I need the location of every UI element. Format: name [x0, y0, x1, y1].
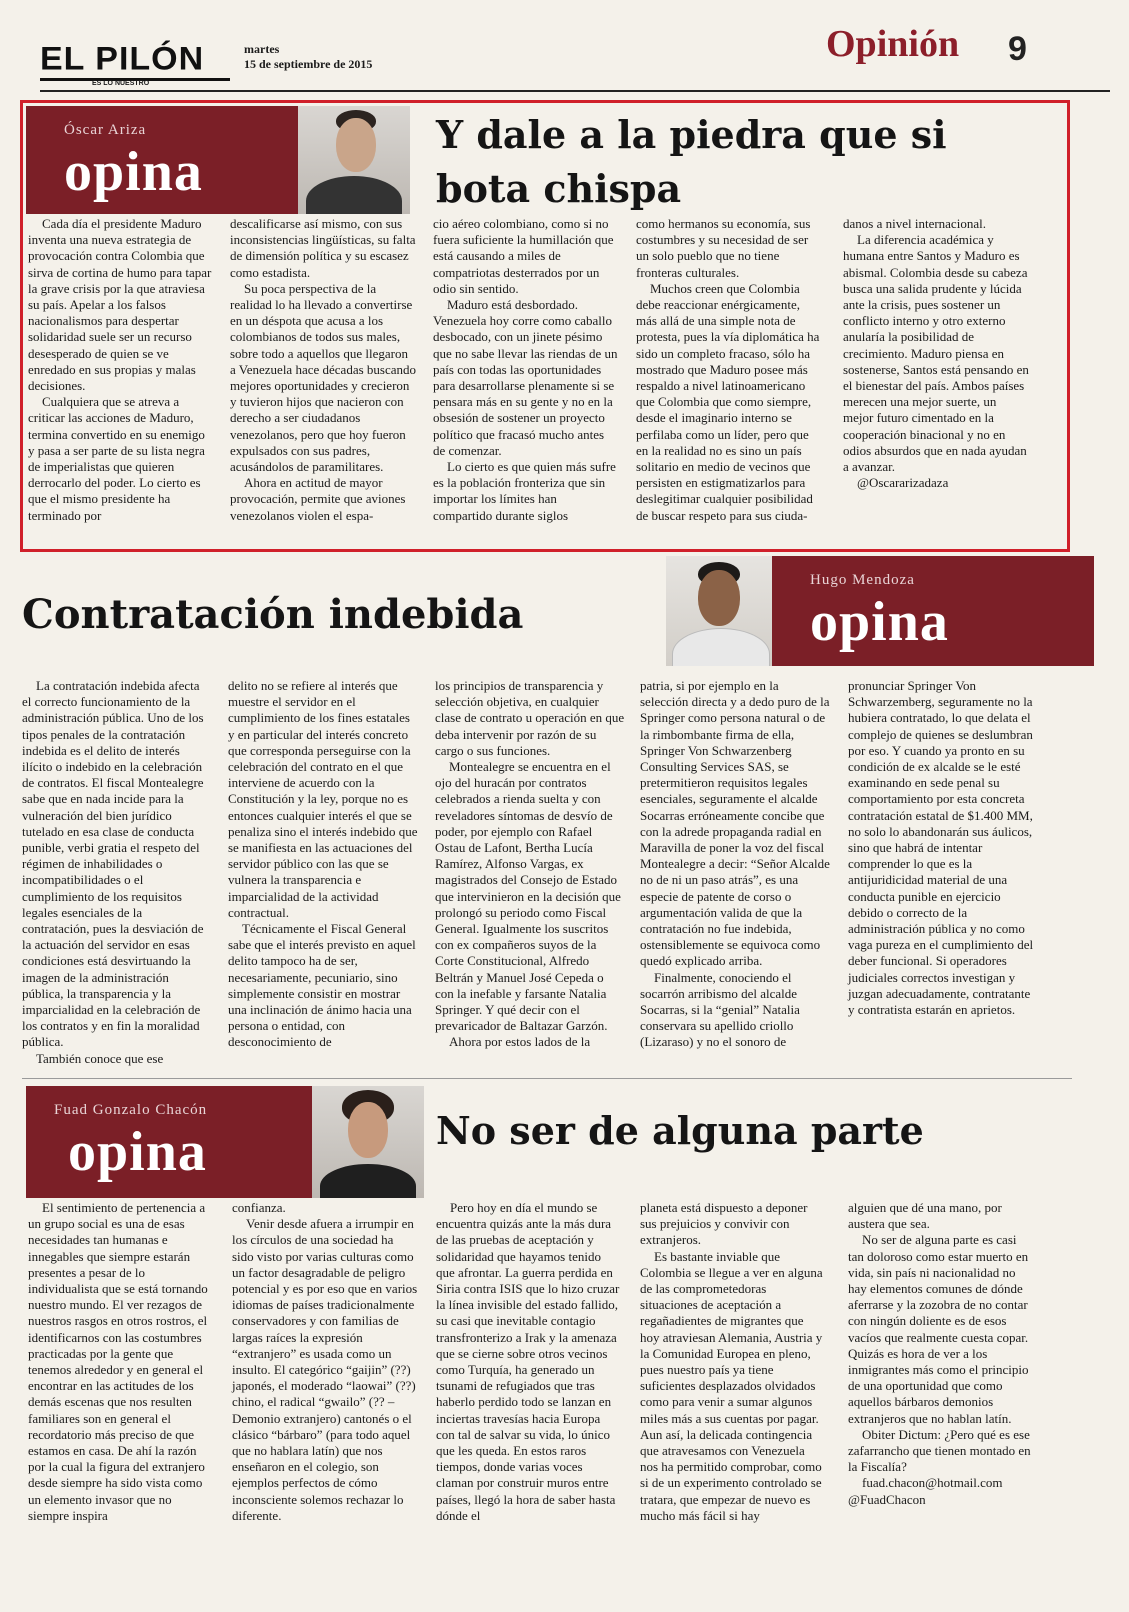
article-column: [435, 678, 625, 1051]
author-name: Hugo Mendoza: [810, 572, 915, 588]
author-photo-ariza: [298, 106, 410, 214]
author-email: fuad.chacon@hotmail.com: [862, 1475, 1003, 1491]
paragraph: También conoce que ese: [36, 1050, 164, 1066]
paragraph: La diferencia académica y humana entre Santos y Maduro es abismal. Colombia desde su cabeza busca una salida prudente y lúcida ante la crisis, pues sostener un conflicto interno y otro externo anularía la posibilidad de crecimiento. Maduro piensa en sostenerse, Santos está pensando en el bienestar del país. Ambos países merecen una mejor suerte, un mejor futuro cimentado en la cooperación binacional y no en odios absurdos que en nada ayudan a avanzar.: [843, 232, 1029, 475]
author-name: Fuad Gonzalo Chacón: [54, 1102, 208, 1118]
opinion-banner-chacon: [26, 1086, 312, 1198]
opinion-banner-ariza: [26, 106, 298, 214]
paragraph: delito no se refiere al interés que muestre el servidor en el cumplimiento de los fines estatales y en particular del interés concreto que corresponda perseguirse con la celebración del contrato en el que interviene de acuerdo con la Constitución y la ley, porque no es entonces cualquier interés el que se penaliza sino el interés indebido que se manifiesta en las actuaciones del servidor público con las que se vulnera la transparencia e imparcialidad de la actividad contractual.: [228, 678, 418, 920]
paragraph: Lo cierto es que quien más sufre es la población fronteriza que sin importar los límites han compartido durante siglos: [433, 459, 616, 523]
article-column: [848, 678, 1038, 1018]
article-title: No ser de alguna parte: [436, 1108, 924, 1153]
paragraph: Pero hoy en día el mundo se encuentra quizás ante la más dura de las pruebas de aceptación y solidaridad que hayamos tenido que afrontar. La guerra perdida en Siria contra ISIS que lo hizo cruzar la línea invisible del estado fallido, su casi que inevitable contagio transfronterizo a Irak y la amenaza que se cierne sobre otros vecinos como Turquía, ha generado un tsunami de refugiados que tras haberlo perdido todo se lanzan en inciertas travesías hacia Europa con tal de salvar su vida, lo único que les queda. En estos raros tiempos, donde varias voces claman por construir muros entre países, llegó la hora de saber hasta dónde el: [436, 1200, 620, 1523]
article-column: [636, 216, 822, 524]
article-column: [436, 1200, 622, 1524]
paragraph: Su poca perspectiva de la realidad lo ha llevado a convertirse en un déspota que acusa a los colombianos de todos sus males, sobre todo a aquellos que llegaron a Venezuela hace décadas buscando mejores oportunidades y crecieron y tuvieron hijos que nacieron con derecho a ser ciudadanos venezolanos, pero que hoy fueron expulsados con sus padres, acusándolos de paramilitares.: [230, 280, 416, 475]
paragraph: Obiter Dictum: ¿Pero qué es ese zafarrancho que tienen montado en la Fiscalía?: [848, 1426, 1031, 1475]
article-column: [230, 216, 416, 524]
paragraph: Técnicamente el Fiscal General sabe que el interés previsto en aquel delito tampoco ha de ser, necesariamente, pecuniario, sino simplemente consistir en mostrar una inclinación de ánimo hacia una persona o entidad, con desconocimiento de: [228, 921, 416, 1050]
author-handle: @FuadChacon: [848, 1491, 926, 1507]
article-column: [232, 1200, 418, 1524]
paragraph: Finalmente, conociendo el socarrón arribismo del alcalde Socarras, si la “genial” Natalia conservara su apellido criollo (Lizaraso) y no el sonoro de: [640, 969, 800, 1050]
paragraph: alguien que dé una mano, por austera que sea.: [848, 1200, 1002, 1232]
newspaper-logo: EL PILÓN: [40, 40, 205, 78]
paragraph: Cada día el presidente Maduro inventa una nueva estrategia de provocación contra Colombia que sirva de cortina de humo para tapar la grave crisis por la que atraviesa su país. Apelar a los falsos nacionalismos para despertar solidaridad suele ser un recurso desesperado de quien se ve enredado en sus propias y malas decisiones.: [28, 216, 212, 394]
masthead-rule: [40, 90, 1110, 92]
author-name: Óscar Ariza: [64, 122, 147, 138]
article-column: [433, 216, 619, 524]
paragraph: pronunciar Springer Von Schwarzemberg, seguramente no la hubiera contratado, lo que delata el complejo de quienes se deslumbran por eso. Y cuando ya pronto en su condición de ex alcalde se le esté examinando en sede penal su comportamiento por esta concreta contratación estatal de $1.400 MM, no solo lo abandonarán sus áulicos, sino que habrá de intentar comprender lo que es la antijuridicidad material de una conducta punible en ejercicio debido o correcto de la administración pública y no como vaga pureza en el cumplimiento del deber funcional. Si operadores judiciales correctos investigan y juzgan adecuadamente, contratante y contratista estarán en aprietos.: [848, 678, 1034, 1018]
paragraph: Ahora por estos lados de la: [449, 1034, 591, 1050]
paragraph: Es bastante inviable que Colombia se llegue a ver en alguna de las comprometedoras situaciones de aceptación a regañadientes de migrantes que hoy atraviesan Alemania, Austria y la Comunidad Europea en pleno, pues nuestro país ya tiene suficientes desplazados olvidados como para venir a sumar algunos miles más a sus cuentas por pagar. Aun así, la delicada contingencia que atravesamos con Venezuela nos ha permitido comprobar, como si de un experimento controlado se tratara, que empezar de nuevo es mucho más fácil si hay: [640, 1248, 823, 1523]
paragraph: No ser de alguna parte es casi tan doloroso como estar muerto en vida, sin país ni nacionalidad no hay elementos comunes de dónde aferrarse y la zozobra de no contar con ningún doliente es de esos vacíos que realmente cuesta copar. Quizás es hora de ver a los inmigrantes más como el principio de una oportunidad que como aquellos bárbaros demonios extranjeros que no hablan latín.: [848, 1232, 1029, 1426]
author-photo-mendoza: [666, 556, 772, 666]
paragraph: danos a nivel internacional.: [843, 216, 986, 231]
article-column: [843, 216, 1029, 491]
article-divider: [22, 1078, 1072, 1079]
paragraph: cio aéreo colombiano, como si no fuera suficiente la humillación que está causando a miles de compatriotas desterrados por un odio sin sentido.: [433, 216, 614, 296]
page-number: 9: [1008, 30, 1027, 68]
article-column: [228, 678, 418, 1051]
paragraph: Muchos creen que Colombia debe reaccionar enérgicamente, más allá de una simple nota de protesta, pues la vía diplomática ha sido un completo fracaso, sólo ha mostrado que Maduro posee más respaldo a nivel latinoamericano que Colombia que como siempre, desde el imaginario interno se perfilaba como un líder, pero que en la realidad no es sino un país solitario en medio de vecinos que persisten en estigmatizarlos para deslegitimar cualquier posibilidad de buscar respeto para sus ciuda-: [636, 280, 820, 523]
author-photo-chacon: [312, 1086, 424, 1198]
paragraph: El sentimiento de pertenencia a un grupo social es una de esas necesidades tan humanas e innegables que siempre estarán presentes a pesar de lo individualista que se está tornando nuestro mundo. El ver rezagos de nuestros rasgos en otros rostros, el identificarnos con las costumbres practicadas por la gente que tenemos alrededor y en general el encontrar en las actitudes de los demás escenas que nos resulten familiares son en general el recordatorio más preciso de que estamos en casa. De ahí la razón por la cual la figura del extranjero desde siempre ha sido vista como un elemento invasor que no siempre inspira: [28, 1200, 208, 1523]
paragraph: planeta está dispuesto a deponer sus prejuicios y convivir con extranjeros.: [640, 1200, 808, 1248]
paragraph: como hermanos su economía, sus costumbres y su necesidad de ser un solo pueblo que no tiene fronteras culturales.: [636, 216, 811, 280]
paragraph: los principios de transparencia y selección objetiva, en cualquier clase de contrato u operación en que deba intervenir por razón de su cargo o sus funciones.: [435, 678, 625, 758]
paragraph: Venir desde afuera a irrumpir en los círculos de una sociedad ha sido visto por varias culturas como un factor desagradable de peligro potencial y es por eso que en varios idiomas de países tradicionalmente conservadores y con familias de largas raíces la expresión “extranjero” es usada como un insulto. El categórico “gaijin” (??) japonés, el moderado “laowai” (??) chino, el radical “gwailo” (?? – Demonio extranjero) cantonés o el clásico “bárbaro” (para todo aquel que no hablara latín) que nos enseñaron en el colegio, son ejemplos perfectos de cómo inconsciente solemos rechazar lo diferente.: [232, 1216, 418, 1523]
paragraph: Montealegre se encuentra en el ojo del huracán por contratos celebrados a rienda suelta y con reveladores síntomas de desvío de poder, por ejemplo con Rafael Ostau de Lafont, Bertha Lucía Ramírez, Alfonso Vargas, ex magistrados del Consejo de Estado que intervinieron en la decisión que prolongó su periodo como Fiscal General. Igualmente los suscritos con ex compañeros suyos de la Corte Constitucional, Alfredo Beltrán y Manuel José Cepeda o con la inefable y farsante Natalia Springer. Y qué decir con el prevaricador de Baltazar Garzón.: [435, 759, 621, 1034]
opinion-banner-mendoza: [772, 556, 1094, 666]
paragraph: descalificarse así mismo, con sus inconsistencias lingüísticas, su falta de dimensión política y su escasez como estadista.: [230, 216, 416, 280]
article-column: [640, 1200, 826, 1524]
paragraph: Cualquiera que se atreva a criticar las acciones de Maduro, termina convertido en su enemigo y pasa a ser parte de su lista negra de imperialistas que quieren derrocarlo del poder. Lo cierto es que el mismo presidente ha terminado por: [28, 394, 205, 523]
article-title: Contratación indebida: [22, 591, 524, 638]
issue-day: martes: [244, 42, 280, 56]
paragraph: patria, si por ejemplo en la selección directa y a dedo puro de la Springer como persona natural o de la rimbombante firma de ella, Springer Von Schwarzenberg Consulting Services SAS, se pretermitieron requisitos legales esenciales, seguramente el alcalde Socarras erróneamente concibe que con la adrede propaganda radial en Maravilla de poner la voz del fiscal Montealegre a decir: “Señor Alcalde no de ni un paso atrás”, es una especie de patente de corso o argumentación valida de que la contratación no fue indebida, ostensiblemente se equivoca como quedó explicado arriba.: [640, 678, 830, 969]
article-column: [848, 1200, 1034, 1508]
paragraph: La contratación indebida afecta el correcto funcionamiento de la administración pública. Uno de los tipos penales de la contratación indebida es el delito de interés ilícito o indebido en la celebración de contratos. El fiscal Montealegre sabe que en nada incide para la vulneración del bien jurídico tutelado en esa clase de conducta punible, verbi gratia el respeto del régimen de inhabilidades o incompatibilidades o el cumplimiento de los requisitos legales esenciales de la contratación, pues la desviación de la actuación del servidor en esas condiciones está desvirtuando la imagen de la administración pública, la transparencia y la imparcialidad en la celebración de los contratos y en fin la moralidad pública.: [22, 678, 204, 1050]
paragraph: Ahora en actitud de mayor provocación, permite que aviones venezolanos violen el espa-: [230, 475, 406, 523]
paragraph: Maduro está desbordado. Venezuela hoy corre como caballo desbocado, con un jinete pésimo que no sabe llevar las riendas de un país con todas las oportunidades para desarrollarse plenamente si se pensara más en su gente y no en la obsesión de sostener un proyecto político que fracasó mucho antes de comenzar.: [433, 297, 618, 458]
opina-label: opina: [64, 141, 203, 203]
opina-label: opina: [810, 591, 949, 653]
opina-label: opina: [68, 1121, 207, 1183]
article-column: [28, 1200, 214, 1524]
issue-full-date: 15 de septiembre de 2015: [244, 57, 373, 71]
article-title: Y dale a la piedra que si bota chispa: [436, 112, 947, 211]
paragraph: confianza.: [232, 1200, 286, 1215]
newspaper-slogan: ES LO NUESTRO: [92, 80, 150, 87]
article-column: [28, 216, 214, 524]
author-handle: @Oscararizadaza: [857, 475, 949, 491]
section-title: Opinión: [826, 23, 960, 65]
article-column: [22, 678, 210, 1067]
issue-date: [244, 42, 372, 72]
article-column: [640, 678, 830, 1051]
